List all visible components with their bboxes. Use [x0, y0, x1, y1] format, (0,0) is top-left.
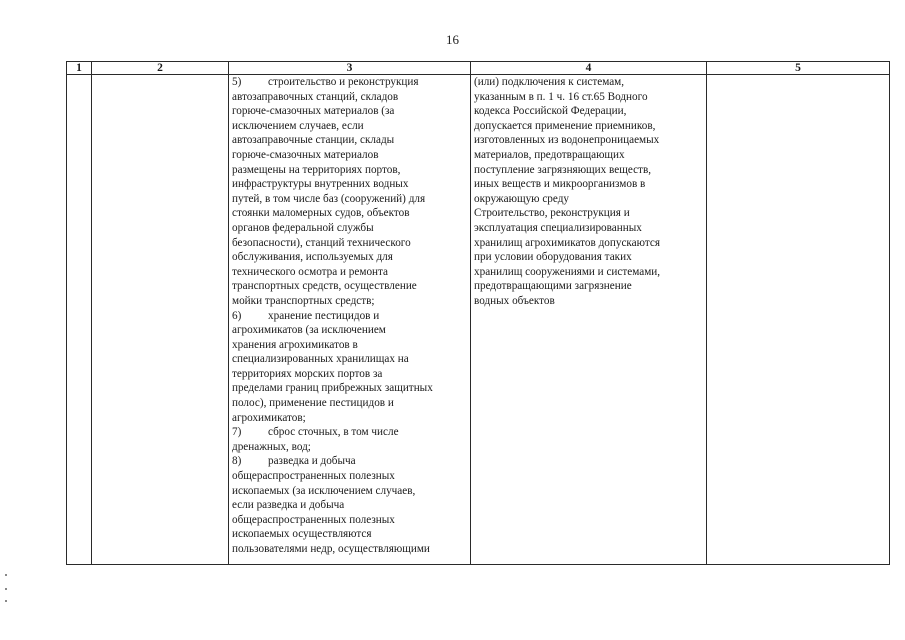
list-item-line: ископаемых осуществляются	[232, 528, 372, 541]
column-header-5: 5	[707, 62, 890, 75]
paragraph-line: при условии оборудования таких	[474, 251, 632, 264]
list-item-number: 5)	[232, 76, 242, 88]
paragraph-line: хранилищ сооружениями и системами,	[474, 265, 661, 278]
list-item-line: автозаправочные станции, склады	[232, 134, 395, 147]
paragraph-line: кодекса Российской Федерации,	[474, 105, 627, 118]
list-item-number: 8)	[232, 455, 242, 468]
list-item-line	[232, 454, 468, 469]
list-item-line: если разведка и добыча	[232, 499, 345, 512]
list-item-text: строительство и реконструкция	[268, 76, 419, 88]
list-item-line: территориях морских портов за	[232, 367, 383, 380]
list-item-line: горюче-смазочных материалов	[232, 148, 379, 161]
cell-col-5	[707, 75, 890, 565]
list-item-line: ископаемых (за исключением случаев,	[232, 484, 416, 497]
list-item-line: безопасности), станций технического	[232, 236, 411, 249]
cell-col-3	[229, 75, 471, 565]
list-item-line: хранения агрохимикатов в	[232, 338, 358, 351]
list-item-line: транспортных средств, осуществление	[232, 280, 417, 293]
list-item-line: исключением случаев, если	[232, 119, 364, 132]
list-item-line: общераспространенных полезных	[232, 470, 395, 483]
list-item-line: дренажных, вод;	[232, 440, 311, 453]
restrictions-list	[229, 75, 470, 557]
cell-col-4	[471, 75, 707, 565]
list-item-text: хранение пестицидов и	[268, 309, 380, 322]
paragraph-line: хранилищ агрохимикатов допускаются	[474, 236, 660, 249]
list-item-number: 6)	[232, 309, 242, 322]
cell-col-2	[92, 75, 229, 565]
column-header-2: 2	[92, 62, 229, 75]
list-item-line: агрохимикатов (за исключением	[232, 324, 386, 337]
list-item-line: горюче-смазочных материалов (за	[232, 105, 395, 118]
paragraph-line: Строительство, реконструкция и	[474, 207, 630, 220]
table-row	[67, 75, 890, 565]
list-item-number: 7)	[232, 426, 242, 439]
page-number: 16	[446, 32, 459, 47]
paragraph-line: (или) подключения к системам,	[474, 76, 625, 88]
requirements-table	[66, 61, 890, 565]
list-item-line: мойки транспортных средств;	[232, 294, 375, 307]
list-item-line: общераспространенных полезных	[232, 513, 395, 526]
list-item-line: стоянки маломерных судов, объектов	[232, 207, 410, 220]
list-item-line	[232, 309, 468, 324]
list-item-line: полос), применение пестицидов и	[232, 397, 394, 410]
cell-col-1	[67, 75, 92, 565]
list-item-line: специализированных хранилищах на	[232, 353, 409, 366]
list-item-line: органов федеральной службы	[232, 221, 374, 234]
column-header-1: 1	[67, 62, 92, 75]
list-item-line: пределами границ прибрежных защитных	[232, 382, 433, 395]
list-item-text: разведка и добыча	[268, 455, 356, 468]
list-item-line: обслуживания, используемых для	[232, 251, 393, 264]
scan-artifact	[5, 570, 8, 610]
paragraph-line: поступление загрязняющих веществ,	[474, 163, 652, 176]
list-item-line: технического осмотра и ремонта	[232, 265, 389, 278]
list-item-line: автозаправочных станций, складов	[232, 90, 399, 103]
paragraph-line: иных веществ и микроорганизмов в	[474, 178, 646, 191]
paragraph-line: предотвращающими загрязнение	[474, 280, 632, 293]
column-header-4: 4	[471, 62, 707, 75]
column-header-3: 3	[229, 62, 471, 75]
list-item-line: размещены на территориях портов,	[232, 163, 401, 176]
paragraph-line: изготовленных из водонепроницаемых	[474, 134, 660, 147]
paragraph-line: эксплуатация специализированных	[474, 221, 642, 234]
list-item-text: сброс сточных, в том числе	[268, 426, 399, 439]
list-item-line	[232, 75, 468, 90]
paragraph-line: окружающую среду	[474, 192, 570, 205]
paragraph-line: водных объектов	[474, 294, 555, 307]
list-item-line: пользователями недр, осуществляющими	[232, 543, 430, 555]
list-item-line: инфраструктуры внутренних водных	[232, 178, 409, 191]
paragraph-line: материалов, предотвращающих	[474, 148, 625, 161]
list-item-line	[232, 425, 468, 440]
list-item-line: агрохимикатов;	[232, 411, 306, 424]
table-header-row	[67, 62, 890, 75]
conditions-text	[471, 75, 706, 309]
list-item-line: путей, в том числе баз (сооружений) для	[232, 192, 426, 205]
paragraph-line: допускается применение приемников,	[474, 119, 656, 132]
paragraph-line: указанным в п. 1 ч. 16 ст.65 Водного	[474, 90, 648, 103]
